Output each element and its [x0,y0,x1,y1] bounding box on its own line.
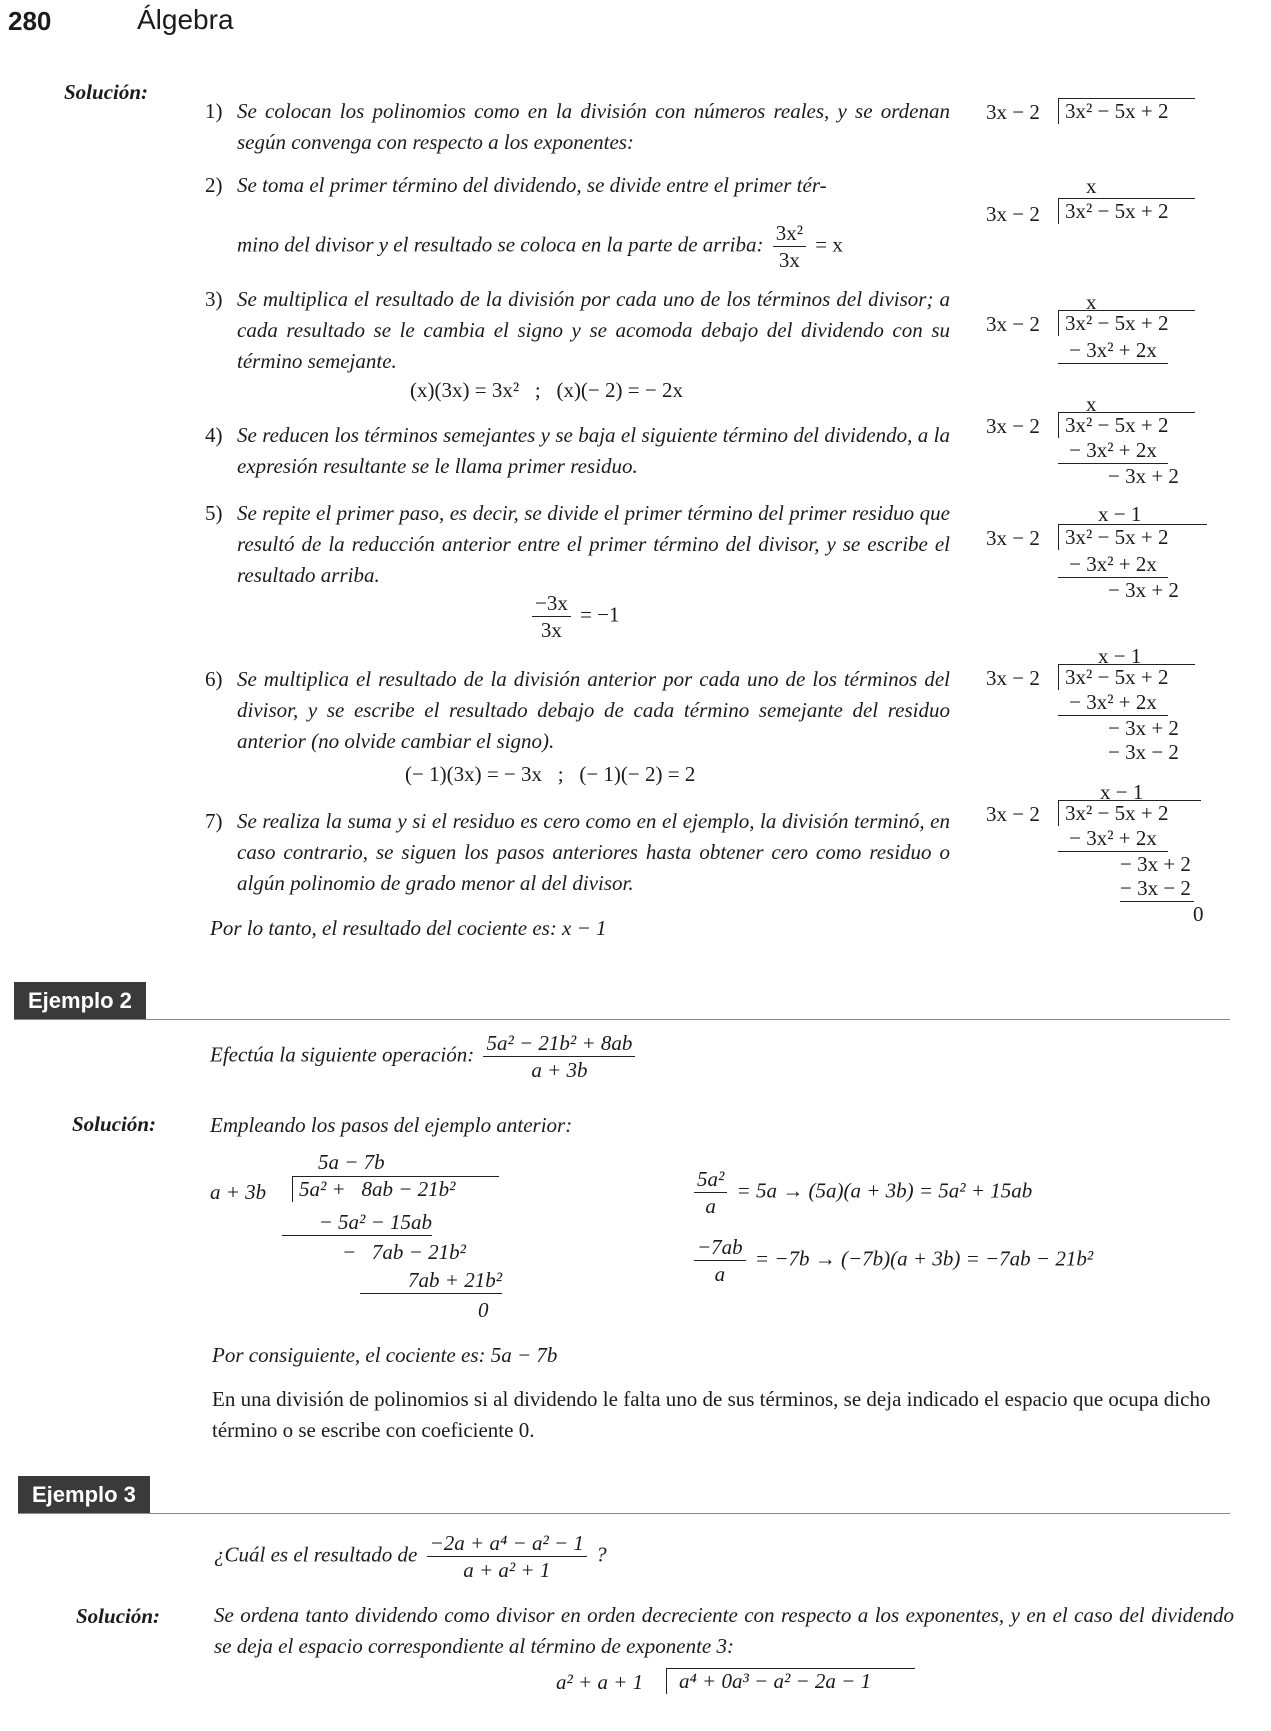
product-row-2: 7ab + 21b² [360,1268,502,1294]
step-text: Se multiplica el resultado de la división anterior por cada uno de los términos del divisor, y se escribe el resultado debajo de cada término semejante del residuo anterior (no olvide cambiar el signo). [237,667,950,753]
residue-row: − 3x + 2 [1108,464,1179,488]
step-5 [205,498,950,591]
step-text: Se reducen los términos semejantes y se baja el siguiente término del dividendo, a la expresión resultante se le llama primer residuo. [237,423,950,478]
step-number: 7) [205,809,223,833]
product-row: − 5a² − 15ab [282,1210,432,1236]
step-number: 6) [205,667,223,691]
example-3-text: Se ordena tanto dividendo como divisor en orden decreciente con respecto a los exponentes, y en el caso del dividendo se deja el espacio correspondiente al término de exponente 3: [214,1603,1234,1658]
quotient: 5a − 7b [318,1150,385,1174]
divisor: 3x − 2 [986,100,1040,124]
division-step-6 [986,644,1246,764]
example-2-prompt [210,1030,639,1083]
fraction-denominator: a [705,1194,716,1218]
fraction-result: = x [815,232,843,257]
example-3-fraction [427,1530,587,1583]
fraction-numerator: −3x [532,590,571,617]
divisor: 3x − 2 [986,202,1040,226]
product-row: − 3x² + 2x [1058,690,1168,716]
step-2-fraction [773,220,806,273]
divisor: 3x − 2 [986,526,1040,550]
fraction-numerator: 3x² [773,220,806,247]
division-step-4 [986,392,1246,492]
dividend: 3x² − 5x + 2 [1058,524,1207,550]
example-2-label: Ejemplo 2 [14,982,146,1020]
equation-rest: = −7b → (−7b)(a + 3b) = −7ab − 21b² [754,1246,1094,1271]
divisor: 3x − 2 [986,802,1040,826]
section-divider [14,1019,1230,1020]
fraction-denominator: a + 3b [531,1058,588,1082]
page-number: 280 [8,6,52,36]
fraction-numerator: 5a² − 21b² + 8ab [483,1030,635,1057]
step-2-continued [237,220,843,273]
example-2-intro: Empleando los pasos del ejemplo anterior: [210,1113,573,1137]
fraction-denominator: 3x [778,248,800,272]
dividend: 3x² − 5x + 2 [1058,664,1195,690]
solution-label-3: Solución: [76,1604,161,1628]
remainder: 0 [1193,902,1204,926]
divisor: 3x − 2 [986,414,1040,438]
division-step-3 [986,290,1246,370]
remainder: 0 [478,1298,489,1322]
example-2-conclusion: Por consiguiente, el cociente es: 5a − 7b [212,1343,558,1367]
division-step-5 [986,502,1246,602]
quotient: x − 1 [1098,644,1142,668]
quotient: x − 1 [1098,502,1142,526]
step-text: Se toma el primer término del dividendo, se divide entre el primer tér- [237,173,827,197]
step-text: Se repite el primer paso, es decir, se divide el primer término del primer residuo que resultó de la reducción anterior entre el primer término del divisor, y se escribe el resultado arriba. [237,501,950,587]
product-row: − 3x² + 2x [1058,438,1168,464]
example-3-division [556,1666,956,1706]
dividend: 3x² − 5x + 2 [1058,310,1195,336]
example-2-division [210,1150,530,1320]
step-4 [205,420,950,482]
step-2 [205,170,950,201]
division-step-7 [986,780,1246,930]
division-step-2 [986,174,1246,234]
fraction-numerator: −2a + a⁴ − a² − 1 [427,1530,587,1557]
dividend: 3x² − 5x + 2 [1058,800,1201,826]
dividend: 3x² − 5x + 2 [1058,412,1195,438]
step-text-cont: mino del divisor y el resultado se coloca en la parte de arriba: [237,232,764,257]
fraction-denominator: a [714,1262,726,1286]
equation-rest: = 5a → (5a)(a + 3b) = 5a² + 15ab [736,1178,1033,1203]
residue-row: − 3x + 2 [1108,716,1179,740]
product-row: − 3x² + 2x [1058,826,1168,852]
quotient: x − 1 [1100,780,1144,804]
prompt-text: Efectúa la siguiente operación: [210,1042,475,1067]
step-3 [205,284,950,377]
question-mark: ? [596,1542,607,1567]
example-2-equation-1 [690,1166,1032,1219]
step-text: Se realiza la suma y si el residuo es cero como en el ejemplo, la división terminó, en caso contrario, se siguen los pasos anteriores hasta obtener cero como residuo o algún polinomio de grado menor al del divisor. [237,809,950,895]
step-1 [205,96,950,158]
fraction [694,1234,746,1287]
divisor: a + 3b [210,1180,267,1204]
residue-row: − 3x + 2 [1108,578,1179,602]
quotient: x [1086,392,1097,416]
fraction-result: = −1 [580,602,620,627]
product-row-2: − 3x − 2 [1108,740,1179,764]
fraction-numerator: 5a² [694,1166,727,1193]
step-3-equation: (x)(3x) = 3x² ; (x)(− 2) = − 2x [410,378,683,402]
dividend: 3x² − 5x + 2 [1058,98,1195,124]
step-number: 1) [205,99,223,123]
residue-row: − 3x + 2 [1120,852,1191,876]
step-text: Se multiplica el resultado de la división por cada uno de los términos del divisor; a cada resultado se le cambia el signo y se acomoda debajo del dividendo con su término semejante. [237,287,950,373]
step-number: 3) [205,287,223,311]
fraction [694,1166,727,1219]
dividend: 3x² − 5x + 2 [1058,198,1195,224]
example-2-fraction [483,1030,635,1083]
divisor: 3x − 2 [986,312,1040,336]
example-2-equation-2 [690,1234,1093,1287]
step-text: Se colocan los polinomios como en la división con números reales, y se ordenan según convenga con respecto a los exponentes: [237,99,950,154]
divisor: 3x − 2 [986,666,1040,690]
solution-label-2: Solución: [72,1112,157,1136]
example-3-prompt [214,1530,607,1583]
example-3-label: Ejemplo 3 [18,1476,150,1514]
product-row: − 3x² + 2x [1058,338,1168,364]
division-step-1 [986,96,1246,136]
fraction-numerator: −7ab [694,1234,746,1261]
section-divider [18,1513,1230,1514]
example-2-note: En una división de polinomios si al dividendo le falta uno de sus términos, se deja indicado el espacio que ocupa dicho término o se escribe con coeficiente 0. [212,1387,1211,1442]
product-row: − 3x² + 2x [1058,552,1168,578]
step-6 [205,664,950,757]
dividend: a⁴ + 0a³ − a² − 2a − 1 [666,1668,915,1694]
residue-row: − 7ab − 21b² [342,1240,466,1264]
step-number: 5) [205,501,223,525]
quotient: x [1086,174,1097,198]
conclusion-1: Por lo tanto, el resultado del cociente es: x − 1 [210,916,607,940]
fraction [532,590,571,643]
page-title: Álgebra [137,4,234,35]
fraction-denominator: 3x [540,618,562,642]
quotient: x [1086,290,1097,314]
divisor: a² + a + 1 [556,1670,644,1694]
product-row-2: − 3x − 2 [1120,876,1194,902]
step-number: 4) [205,423,223,447]
step-5-fraction [528,590,620,643]
prompt-text: ¿Cuál es el resultado de [214,1542,418,1567]
dividend: 5a² + 8ab − 21b² [292,1176,499,1202]
solution-label: Solución: [64,80,149,104]
step-6-equation: (− 1)(3x) = − 3x ; (− 1)(− 2) = 2 [405,762,696,786]
step-number: 2) [205,173,223,197]
fraction-denominator: a + a² + 1 [463,1558,551,1582]
step-7 [205,806,950,899]
